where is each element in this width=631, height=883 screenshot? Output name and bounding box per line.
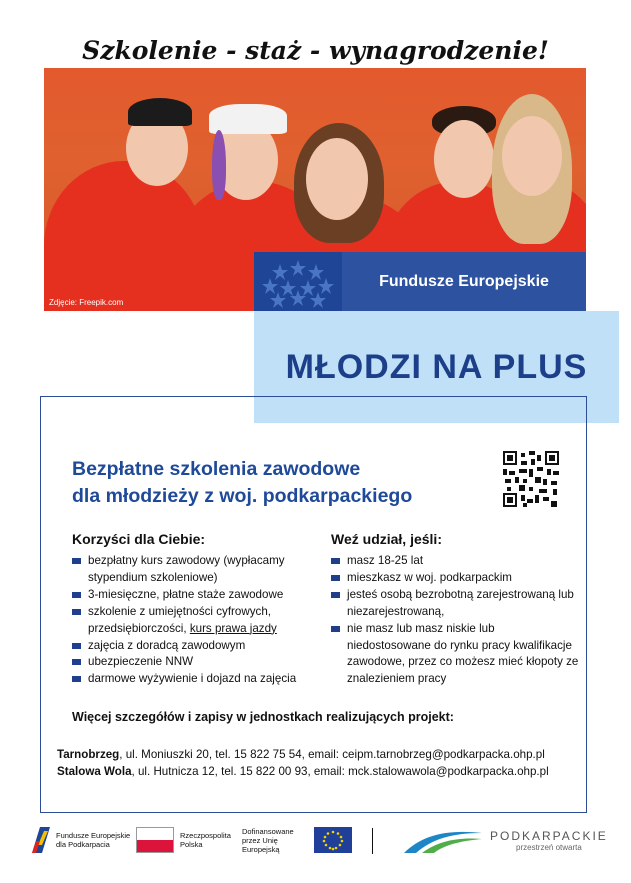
logo-divider [372, 828, 373, 854]
contact-details[interactable]: , ul. Hutnicza 12, tel. 15 822 00 93, email: mck.stalowawola@podkarpacka.ohp.pl [131, 765, 549, 778]
fe-logo [30, 822, 136, 858]
list-item: darmowe wyżywienie i dojazd na zajęcia [72, 671, 317, 688]
driving-licence-course: kurs prawa jazdy [189, 621, 277, 635]
contact-row [57, 746, 549, 763]
list-item: mieszkasz w woj. podkarpackim [331, 570, 579, 587]
podkarpackie-logo [402, 822, 608, 858]
fe-banner [254, 252, 586, 311]
qr-code-icon[interactable] [503, 451, 559, 507]
eu-stars-icon [254, 252, 342, 311]
contact-details[interactable]: , ul. Moniuszki 20, tel. 15 822 75 54, email: ceipm.tarnobrzeg@podkarpacka.ohp.pl [119, 748, 545, 761]
benefits-heading: Korzyści dla Ciebie: [72, 531, 206, 547]
fe-logo-text: Fundusze Europejskie dla Podkarpacia [56, 831, 131, 849]
list-item: masz 18-25 lat [331, 553, 579, 570]
podkarpackie-hills-icon [402, 825, 484, 855]
more-info: Więcej szczegółów i zapisy w jednostkach realizujących projekt: [72, 710, 454, 724]
podkarpackie-sub: przestrzeń otwarta [516, 842, 582, 852]
rp-logo-text: Rzeczpospolita Polska [180, 831, 231, 849]
list-item: bezpłatny kurs zawodowy (wypłacamy stypendium szkoleniowe) [72, 553, 317, 587]
list-item: nie masz lub masz niskie lub niedostosowane do rynku pracy kwalifikacje zawodowe, przez co możesz mieć kłopoty ze znalezieniem pracy [331, 621, 579, 689]
eu-flag-icon [314, 827, 352, 853]
fe-flag-icon [30, 825, 52, 855]
eu-logo-text: Dofinansowane przez Unię Europejską [242, 826, 294, 854]
intro-line-1: Bezpłatne szkolenia zawodowe [72, 458, 361, 480]
fe-label: Fundusze Europejskie [379, 272, 549, 290]
list-item-text: szkolenie z umiejętności cyfrowych, przedsiębiorczości, [88, 604, 271, 635]
contact-city: Tarnobrzeg [57, 748, 120, 761]
benefits-list [72, 553, 317, 688]
list-item: jesteś osobą bezrobotną zarejestrowaną lub niezarejestrowaną, [331, 587, 579, 621]
eligibility-list [331, 553, 579, 688]
headline: Szkolenie - staż - wynagrodzenie! [82, 36, 549, 65]
contact-row [57, 763, 549, 780]
list-item: 3-miesięczne, płatne staże zawodowe [72, 587, 317, 604]
rp-logo [136, 822, 238, 858]
intro-line-2: dla młodzieży z woj. podkarpackiego [72, 485, 413, 507]
podkarpackie-label: PODKARPACKIE [490, 828, 608, 843]
intro-heading [72, 456, 492, 510]
list-item: zajęcia z doradcą zawodowym [72, 638, 317, 655]
photo-credit: Zdjęcie: Freepik.com [49, 298, 124, 307]
logo-strip [30, 822, 610, 862]
contacts [57, 746, 549, 780]
list-item: ubezpieczenie NNW [72, 654, 317, 671]
poland-flag-icon [136, 827, 174, 853]
contact-city: Stalowa Wola [57, 765, 132, 778]
eu-logo [242, 822, 352, 858]
eligibility-heading: Weź udział, jeśli: [331, 531, 442, 547]
list-item [72, 604, 317, 638]
program-title: MŁODZI NA PLUS [285, 347, 588, 386]
